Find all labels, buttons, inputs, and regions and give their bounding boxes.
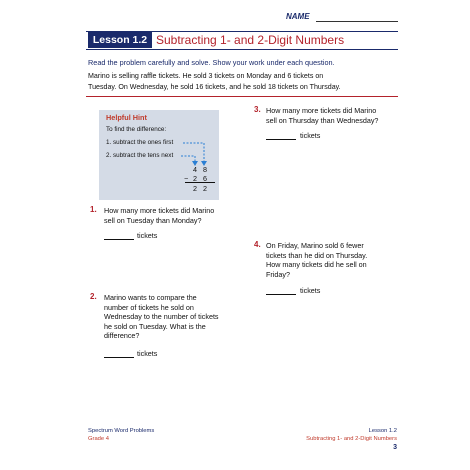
answer-2-field[interactable] xyxy=(104,357,134,358)
question-2-line: he sold on Tuesday. What is the xyxy=(104,321,206,331)
intro-line-2: Tuesday. On Wednesday, he sold 16 tickets, and he sold 18 tickets on Thursday. xyxy=(88,82,341,91)
answer-1-field[interactable] xyxy=(104,239,134,240)
footer-book-title: Spectrum Word Problems xyxy=(88,428,155,434)
question-1-line: sell on Tuesday than Monday? xyxy=(104,215,202,225)
intro-line-1: Marino is selling raffle tickets. He sold 3 tickets on Monday and 6 tickets on xyxy=(88,72,324,80)
question-3-number: 3. xyxy=(254,105,261,114)
question-2-text xyxy=(104,293,219,341)
question-2-line: Wednesday to the number of tickets xyxy=(104,312,219,321)
math-minus-sign: − xyxy=(184,174,189,183)
answer-4-unit: tickets xyxy=(300,286,321,295)
question-4-line: How many tickets did he sell on xyxy=(266,260,367,269)
math-rule xyxy=(185,182,215,183)
name-label: NAME xyxy=(286,12,310,21)
question-2-line: number of tickets he sold on xyxy=(104,302,194,312)
math-row-3: 2 2 xyxy=(193,184,209,193)
lesson-title: Subtracting 1- and 2-Digit Numbers xyxy=(156,33,345,47)
question-4-line: On Friday, Marino sold 6 fewer xyxy=(266,241,364,250)
question-4-text xyxy=(266,241,367,279)
header-rule-bottom xyxy=(86,49,398,50)
hint-step-2: 2. subtract the tens next xyxy=(106,152,174,159)
question-2-line: difference? xyxy=(104,331,140,340)
footer-grade: Grade 4 xyxy=(88,436,109,442)
hint-title: Helpful Hint xyxy=(106,113,147,122)
question-1-line: How many more tickets did Marino xyxy=(104,206,215,215)
footer-lesson-title: Subtracting 1- and 2-Digit Numbers xyxy=(306,436,397,442)
instructions: Read the problem carefully and solve. Show your work under each question. xyxy=(88,58,335,67)
question-1-text xyxy=(104,206,214,225)
math-row-1: 4 8 xyxy=(193,165,209,174)
question-1-number: 1. xyxy=(90,205,97,214)
page-number: 3 xyxy=(393,444,397,451)
math-row-2: 2 6 xyxy=(193,174,209,183)
hint-line: To find the difference: xyxy=(106,126,167,133)
intro-text xyxy=(88,71,394,92)
question-2-line: Marino wants to compare the xyxy=(104,293,197,302)
question-3-line: sell on Thursday than Wednesday? xyxy=(266,115,379,125)
question-3-text xyxy=(266,106,378,125)
name-line xyxy=(316,21,398,22)
question-4-line: Friday? xyxy=(266,269,290,279)
answer-3-field[interactable] xyxy=(266,139,296,140)
section-divider xyxy=(86,96,398,97)
hint-step-1: 1. subtract the ones first xyxy=(106,139,174,146)
answer-2-unit: tickets xyxy=(137,349,158,358)
answer-1-unit: tickets xyxy=(137,231,158,240)
question-2-number: 2. xyxy=(90,292,97,301)
question-4-number: 4. xyxy=(254,240,261,249)
lesson-box: Lesson 1.2 xyxy=(88,32,152,48)
answer-4-field[interactable] xyxy=(266,294,296,295)
question-4-line: tickets than he did on Thursday. xyxy=(266,250,368,260)
answer-3-unit: tickets xyxy=(300,131,321,140)
footer-lesson: Lesson 1.2 xyxy=(368,428,397,434)
question-3-line: How many more tickets did Marino xyxy=(266,106,377,115)
